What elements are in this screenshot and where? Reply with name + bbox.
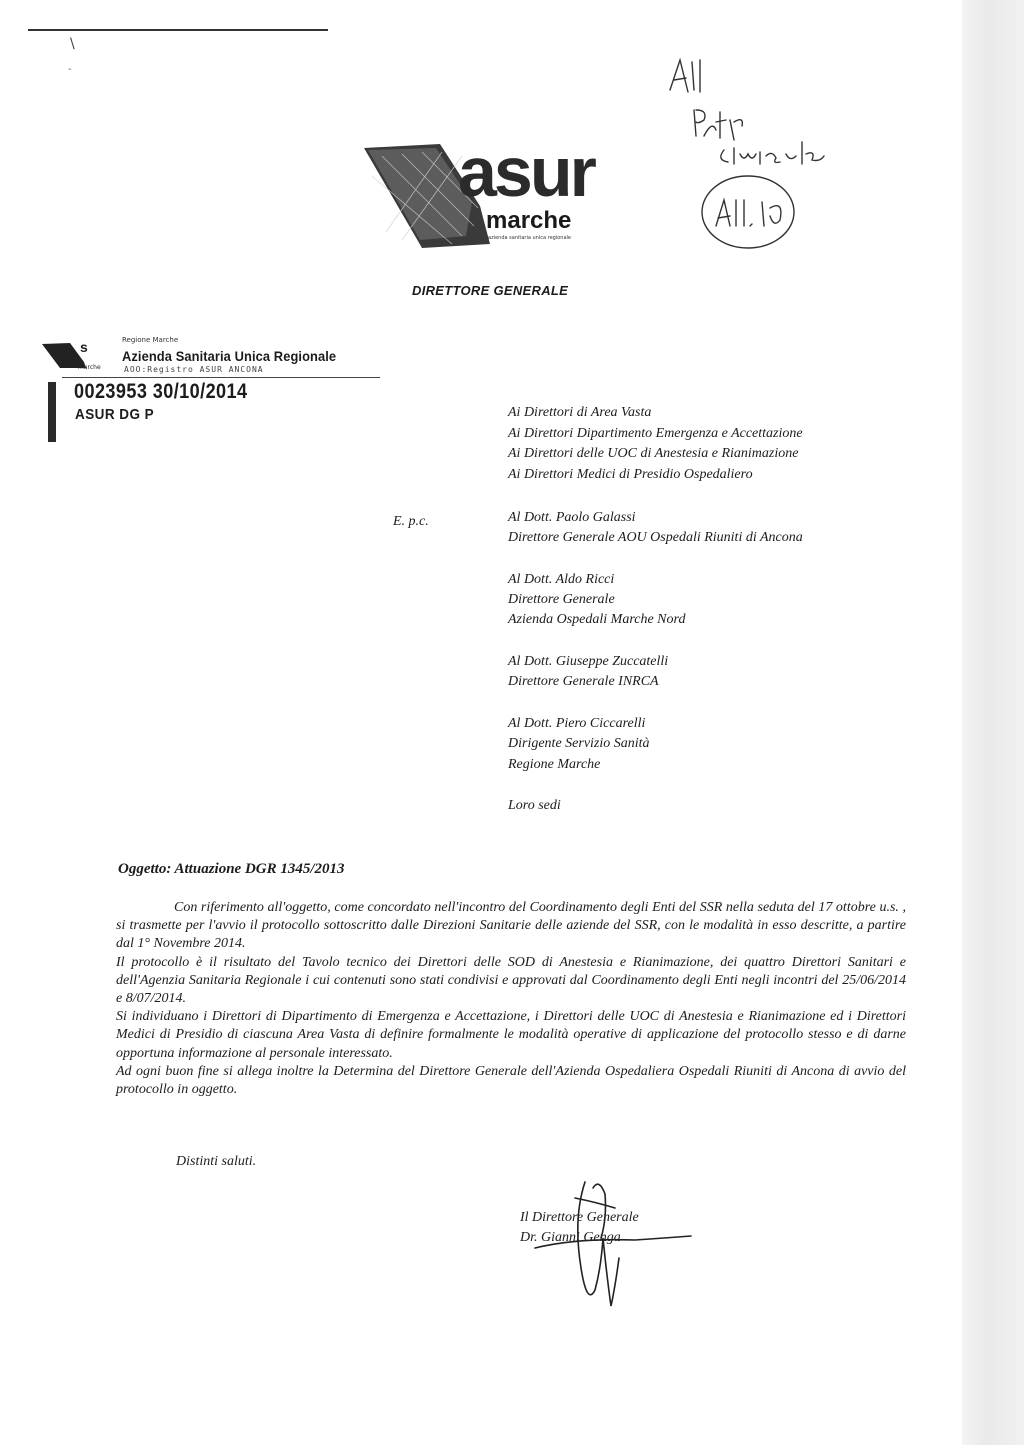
protocol-stamp [40,336,380,446]
recipient-line: Ai Direttori Medici di Presidio Ospedaliero [508,467,753,482]
cc-line: Al Dott. Paolo Galassi [508,510,636,525]
scan-edge-shadow [962,0,1024,1445]
scan-top-line [28,29,328,31]
signature-title: Il Direttore Generale [520,1210,639,1225]
cc-line: Regione Marche [508,757,601,772]
handwritten-annotation [660,50,860,250]
handwritten-signature [515,1178,695,1318]
recipient-line: Ai Direttori Dipartimento Emergenza e Accettazione [508,426,803,441]
recipient-line: Ai Direttori delle UOC di Anestesia e Rianimazione [508,446,799,461]
epc-label: E. p.c. [393,514,429,529]
svg-text:s: s [80,340,88,355]
logo-region: marche [486,207,572,234]
stamp-brand: marche [78,364,101,370]
asur-marche-logo [362,136,598,254]
body-paragraph: Si individuano i Direttori di Dipartimento di Emergenza e Accettazione, i Direttori delle UOC di Anestesia e Rianimazione ed i Direttori Medici di Presidio di ciascuna Area Vasta di definire formalmente le modalità operative di applicazione del protocollo stesso e di darne opportuna informazione al personale interessato. [116,1009,906,1061]
cc-line: Direttore Generale INRCA [508,674,659,689]
stamp-protocol [74,380,247,404]
cc-line: Al Dott. Giuseppe Zuccatelli [508,654,669,669]
scan-mark: \ [70,36,75,52]
cc-line: Direttore Generale [508,592,615,607]
scan-mark: - [68,64,72,75]
office-heading: DIRETTORE GENERALE [412,283,569,298]
stamp-logo [40,340,120,370]
body-paragraph: Con riferimento all'oggetto, come concordato nell'incontro del Coordinamento degli Enti del SSR nella seduta del 17 ottobre u.s. , si trasmette per l'avvio il protocollo sottoscritto dalle Direzioni Sanitarie delle aziende del SSR, con le modalità in esso descritte, a partire dal 1° Novembre 2014. [116,900,906,952]
cc-line: Azienda Ospedali Marche Nord [508,612,686,627]
subject-line: Oggetto: Attuazione DGR 1345/2013 [118,861,345,877]
signature-name: Dr. Gianni Genga [520,1230,621,1245]
logo-wordmark: asur [458,136,594,211]
body-paragraph: Il protocollo è il risultato del Tavolo tecnico dei Direttori delle SOD di Anestesia e Rianimazione, dei quattro Direttori Sanitari e dell'Agenzia Sanitaria Regionale i cui contenuti sono stati condivisi e approvati dal Coordinamento degli Enti negli incontri del 25/06/2014 e 8/07/2014. [116,954,906,1007]
loro-sedi: Loro sedi [508,798,561,813]
cc-line: Al Dott. Piero Ciccarelli [508,716,646,731]
cc-line: Direttore Generale AOU Ospedali Riuniti di Ancona [508,530,803,545]
stamp-rule [62,377,380,378]
stamp-barcode [48,382,56,442]
logo-tagline: azienda sanitaria unica regionale [488,235,571,241]
protocol-date: 30/10/2014 [152,380,248,403]
body-paragraph: Ad ogni buon fine si allega inoltre la Determina del Direttore Generale dell'Azienda Ospedaliera Ospedali Riuniti di Ancona di avvio del protocollo in oggetto. [116,1063,906,1098]
stamp-region: Regione Marche [122,336,179,344]
recipient-line: Ai Direttori di Area Vasta [508,405,652,420]
stamp-office-code: ASUR DG P [75,406,155,423]
protocol-number: 0023953 [74,380,148,403]
cc-line: Dirigente Servizio Sanità [508,736,650,751]
cc-line: Al Dott. Aldo Ricci [508,572,615,587]
letter-body [116,899,906,1099]
greeting: Distinti saluti. [176,1154,257,1169]
stamp-agency: Azienda Sanitaria Unica Regionale [122,348,337,364]
stamp-register: AOO:Registro ASUR ANCONA [124,365,264,374]
